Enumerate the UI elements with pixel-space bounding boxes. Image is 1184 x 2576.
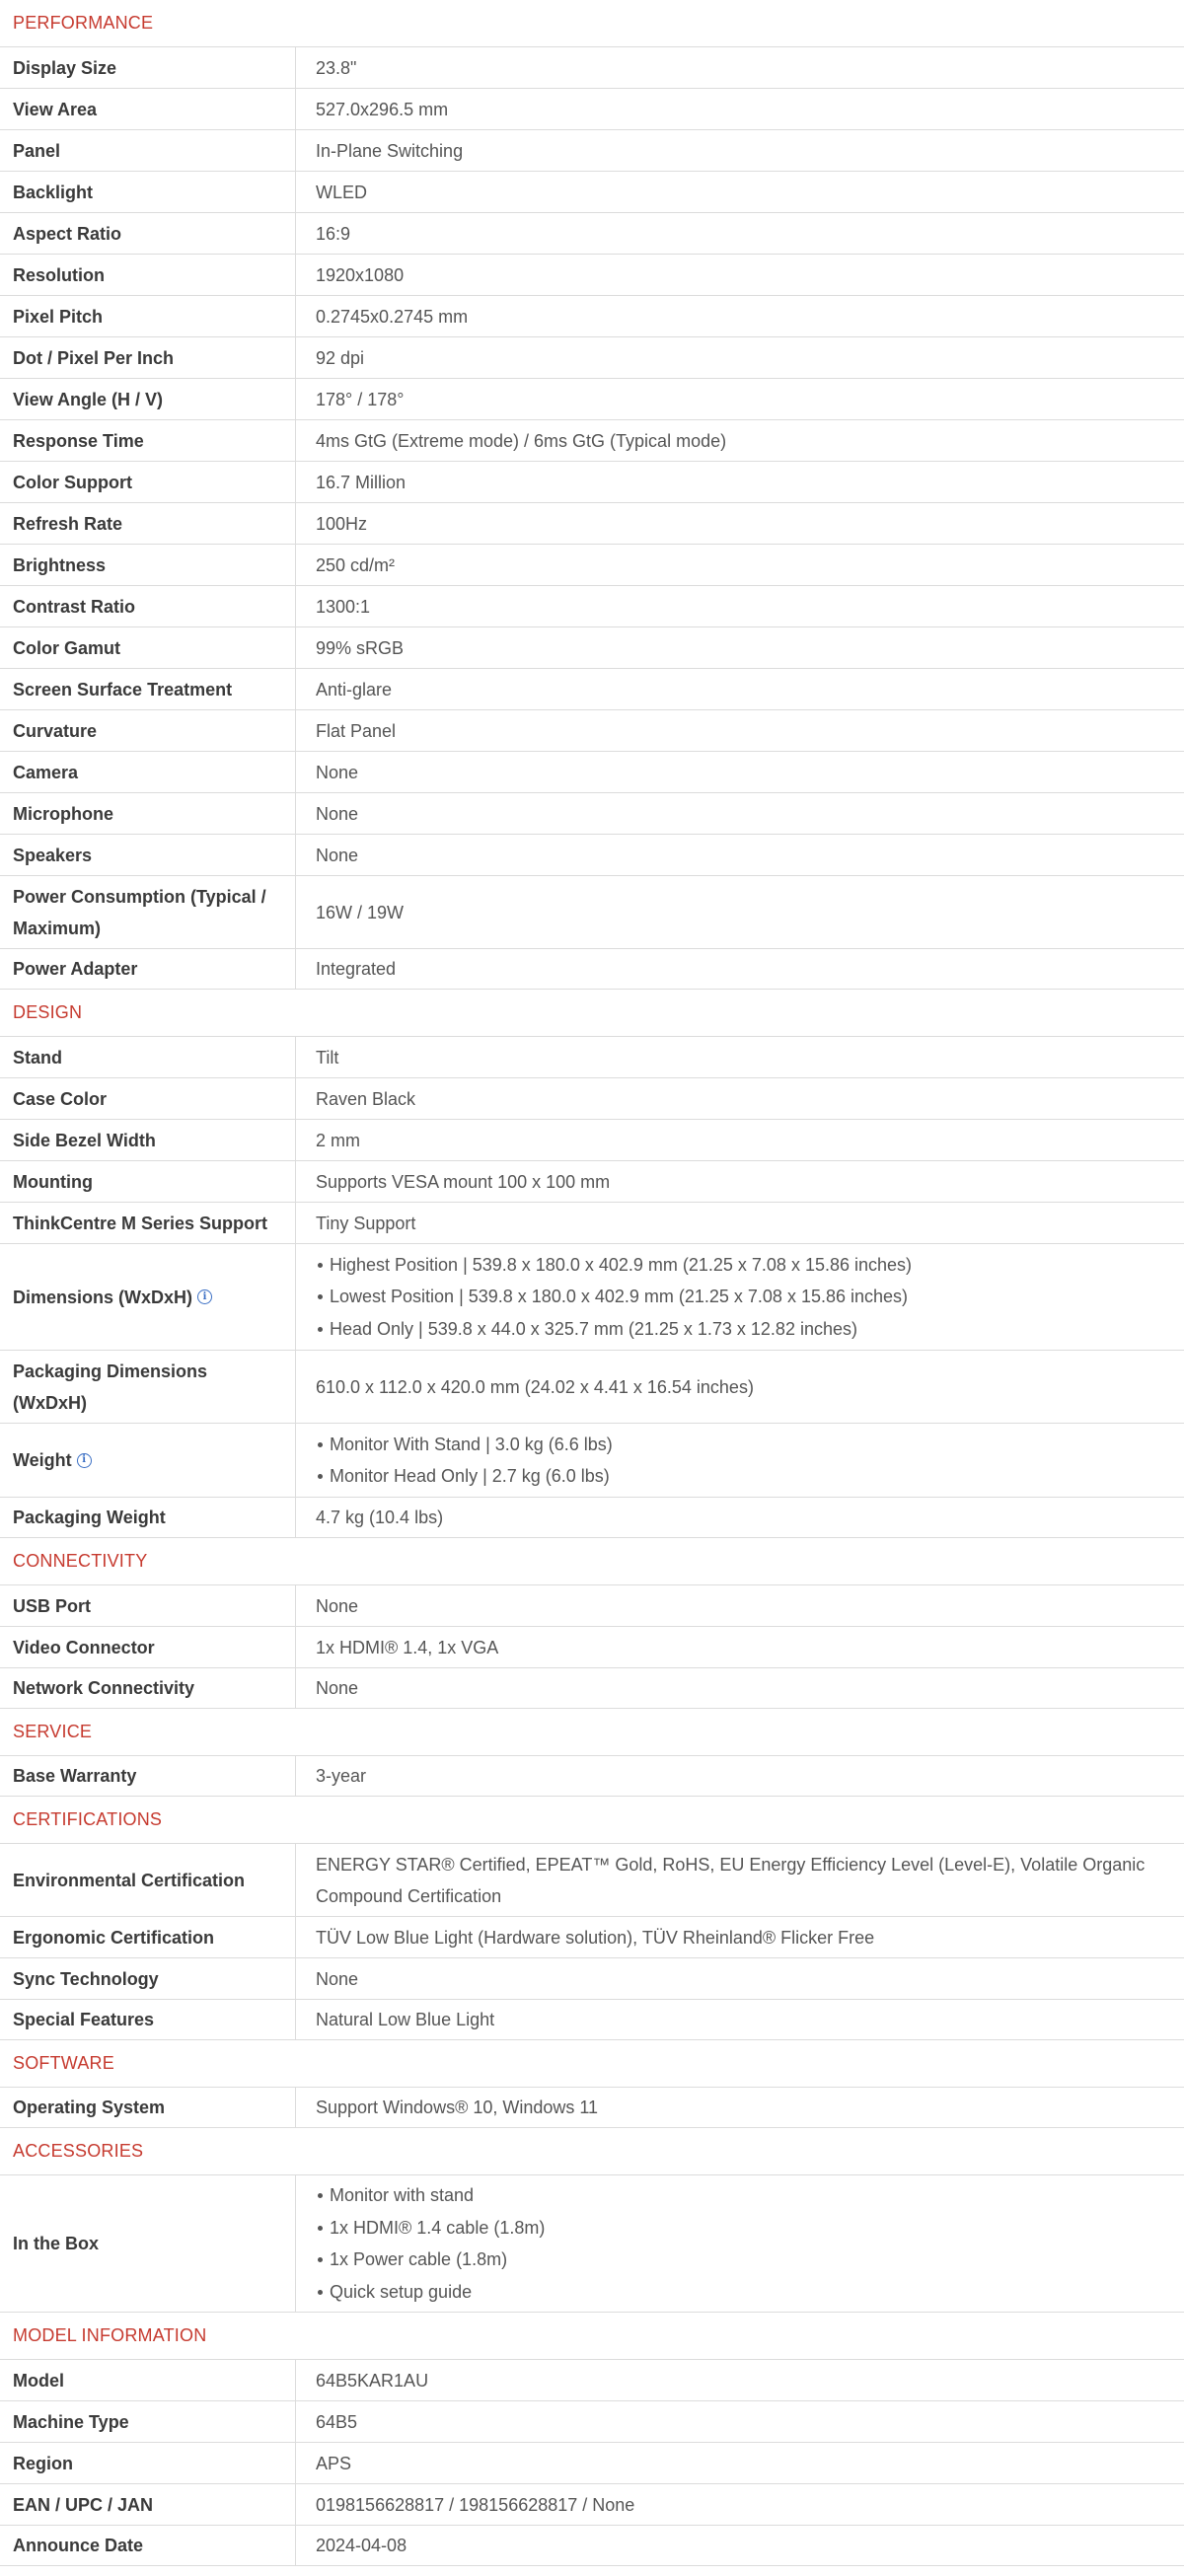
- list-item: 1x HDMI® 1.4 cable (1.8m): [330, 2212, 545, 2245]
- spec-row-packaging-dimensions-wxdxh: [0, 1350, 1184, 1423]
- spec-label: [0, 2401, 296, 2442]
- spec-label-text: Operating System: [13, 2098, 166, 2117]
- list-item: Monitor with stand: [330, 2179, 545, 2212]
- section-title-service: SERVICE: [13, 1722, 93, 1741]
- spec-label: [0, 1120, 296, 1160]
- spec-label: [0, 89, 296, 129]
- spec-value: [296, 255, 1184, 295]
- spec-value: [296, 949, 1184, 989]
- spec-label-text: Pixel Pitch: [13, 306, 104, 327]
- spec-value-text: Anti-glare: [316, 679, 393, 699]
- spec-value-text: 2024-04-08: [316, 2536, 407, 2555]
- spec-label-text: Dimensions (WxDxH): [13, 1287, 193, 1307]
- section-title-connectivity: CONNECTIVITY: [13, 1551, 148, 1571]
- spec-value: [296, 2175, 1184, 2312]
- spec-value: [296, 1958, 1184, 1999]
- spec-value: [296, 1844, 1184, 1916]
- spec-label: [0, 255, 296, 295]
- spec-label-text: View Angle (H / V): [13, 389, 164, 409]
- spec-value: [296, 793, 1184, 834]
- spec-value-text: In-Plane Switching: [316, 140, 464, 161]
- spec-label: [0, 47, 296, 88]
- spec-label: [0, 2000, 296, 2039]
- spec-label: [0, 2360, 296, 2400]
- spec-row-contrast-ratio: [0, 585, 1184, 626]
- spec-value: [296, 1498, 1184, 1537]
- spec-row-response-time: [0, 419, 1184, 461]
- spec-value: [296, 503, 1184, 544]
- spec-label-text: Machine Type: [13, 2411, 129, 2432]
- spec-row-color-gamut: [0, 626, 1184, 668]
- spec-row-color-support: [0, 461, 1184, 502]
- spec-value: [296, 420, 1184, 461]
- spec-label: [0, 503, 296, 544]
- spec-value: [296, 130, 1184, 171]
- spec-label: [0, 130, 296, 171]
- spec-value: [296, 462, 1184, 502]
- spec-label: [0, 1668, 296, 1708]
- section-title-accessories: ACCESSORIES: [13, 2141, 144, 2161]
- spec-value: [296, 2443, 1184, 2483]
- spec-label-text: Side Bezel Width: [13, 1130, 156, 1150]
- spec-value-text: 527.0x296.5 mm: [316, 99, 449, 119]
- spec-label-text: Special Features: [13, 2010, 155, 2029]
- spec-label: [0, 2443, 296, 2483]
- spec-row-announce-date: [0, 2525, 1184, 2566]
- spec-row-case-color: [0, 1077, 1184, 1119]
- spec-row-brightness: [0, 544, 1184, 585]
- spec-label: [0, 1917, 296, 1957]
- spec-label: [0, 1958, 296, 1999]
- spec-value: [296, 2088, 1184, 2127]
- spec-label: [0, 1844, 296, 1916]
- spec-row-view-angle-h-v: [0, 378, 1184, 419]
- spec-label-text: View Area: [13, 99, 98, 119]
- spec-row-curvature: [0, 709, 1184, 751]
- spec-label: [0, 1585, 296, 1626]
- spec-label: [0, 1351, 296, 1423]
- spec-label: [0, 627, 296, 668]
- spec-value-text: Raven Black: [316, 1088, 416, 1109]
- spec-row-power-consumption-typical-maximum: [0, 875, 1184, 948]
- spec-label-with-info: [13, 1444, 92, 1476]
- spec-label: [0, 2526, 296, 2565]
- spec-label: [0, 876, 296, 948]
- spec-row-side-bezel-width: [0, 1119, 1184, 1160]
- spec-value-text: Tiny Support: [316, 1213, 416, 1233]
- spec-label-text: Stand: [13, 1047, 63, 1067]
- spec-label-text: Response Time: [13, 430, 144, 451]
- spec-label: [0, 835, 296, 875]
- spec-value-text: None: [316, 762, 359, 782]
- spec-label-text: Screen Surface Treatment: [13, 679, 233, 699]
- section-title-software: SOFTWARE: [13, 2053, 114, 2073]
- spec-value-text: Integrated: [316, 959, 397, 979]
- spec-label-text: Microphone: [13, 803, 113, 824]
- spec-row-resolution: [0, 254, 1184, 295]
- spec-value-text: 3-year: [316, 1766, 367, 1786]
- spec-label: [0, 1203, 296, 1243]
- spec-value-text: 1920x1080: [316, 264, 405, 285]
- spec-value: [296, 2484, 1184, 2525]
- list-item: Head Only | 539.8 x 44.0 x 325.7 mm (21.25 x 1.73 x 12.82 inches): [330, 1313, 912, 1346]
- section-title-performance: PERFORMANCE: [13, 13, 154, 33]
- spec-row-display-size: [0, 46, 1184, 88]
- spec-label-text: EAN / UPC / JAN: [13, 2494, 154, 2515]
- spec-value: [296, 1120, 1184, 1160]
- spec-value-text: 250 cd/m²: [316, 554, 396, 575]
- spec-label-text: Aspect Ratio: [13, 223, 122, 244]
- spec-row-usb-port: [0, 1584, 1184, 1626]
- spec-value: [296, 172, 1184, 212]
- spec-label-text: Packaging Weight: [13, 1508, 166, 1527]
- spec-label: [0, 586, 296, 626]
- spec-value-text: 99% sRGB: [316, 637, 405, 658]
- spec-value: [296, 1585, 1184, 1626]
- spec-value: [296, 47, 1184, 88]
- spec-value: [296, 545, 1184, 585]
- spec-value: [296, 1917, 1184, 1957]
- spec-row-view-area: [0, 88, 1184, 129]
- info-icon[interactable]: i: [197, 1289, 212, 1304]
- spec-row-ergonomic-certification: [0, 1916, 1184, 1957]
- spec-label-text: Network Connectivity: [13, 1678, 195, 1698]
- spec-value: [296, 669, 1184, 709]
- spec-label: [0, 172, 296, 212]
- spec-value: [296, 627, 1184, 668]
- list-item: 1x Power cable (1.8m): [330, 2244, 545, 2276]
- spec-row-weight: [0, 1423, 1184, 1497]
- spec-row-base-warranty: [0, 1755, 1184, 1797]
- spec-value-text: Natural Low Blue Light: [316, 2010, 495, 2029]
- spec-value: [296, 1203, 1184, 1243]
- spec-label-with-info: [13, 1282, 212, 1313]
- spec-label-text: Sync Technology: [13, 1968, 159, 1989]
- spec-value: [296, 1424, 1184, 1497]
- spec-label-text: Power Consumption (Typical / Maximum): [13, 886, 266, 938]
- spec-value-text: 4ms GtG (Extreme mode) / 6ms GtG (Typical mode): [316, 430, 727, 451]
- spec-value: [296, 876, 1184, 948]
- spec-label: [0, 1756, 296, 1796]
- info-icon[interactable]: i: [77, 1453, 92, 1468]
- spec-row-operating-system: [0, 2087, 1184, 2128]
- spec-value-text: 178° / 178°: [316, 389, 405, 409]
- spec-row-network-connectivity: [0, 1667, 1184, 1709]
- spec-row-backlight: [0, 171, 1184, 212]
- spec-value-text: 0.2745x0.2745 mm: [316, 306, 469, 327]
- spec-value: [296, 213, 1184, 254]
- spec-row-stand: [0, 1036, 1184, 1077]
- spec-label: [0, 752, 296, 792]
- spec-value-text: 610.0 x 112.0 x 420.0 mm (24.02 x 4.41 x 16.54 inches): [316, 1376, 754, 1397]
- spec-row-panel: [0, 129, 1184, 171]
- spec-label-text: Model: [13, 2370, 64, 2391]
- spec-label: [0, 1244, 296, 1350]
- spec-value-text: None: [316, 1678, 359, 1698]
- spec-label-text: Mounting: [13, 1171, 93, 1192]
- spec-row-mounting: [0, 1160, 1184, 1202]
- spec-label: [0, 379, 296, 419]
- spec-value: [296, 379, 1184, 419]
- spec-label: [0, 2484, 296, 2525]
- spec-value: [296, 1078, 1184, 1119]
- spec-row-power-adapter: [0, 948, 1184, 990]
- spec-label-text: Curvature: [13, 720, 98, 741]
- spec-value-text: 64B5: [316, 2411, 358, 2432]
- spec-value-text: Tilt: [316, 1047, 339, 1067]
- spec-value-text: TÜV Low Blue Light (Hardware solution), TÜV Rheinland® Flicker Free: [316, 1927, 875, 1948]
- spec-value-text: 0198156628817 / 198156628817 / None: [316, 2494, 635, 2515]
- spec-value: [296, 1627, 1184, 1667]
- list-item: Monitor Head Only | 2.7 kg (6.0 lbs): [330, 1460, 613, 1493]
- spec-row-packaging-weight: [0, 1497, 1184, 1538]
- spec-label-text: USB Port: [13, 1595, 92, 1616]
- spec-label-text: Video Connector: [13, 1637, 155, 1657]
- spec-row-video-connector: [0, 1626, 1184, 1667]
- spec-value-text: 92 dpi: [316, 347, 365, 368]
- spec-row-model: [0, 2359, 1184, 2400]
- spec-label-text: Packaging Dimensions (WxDxH): [13, 1361, 208, 1413]
- spec-label-text: Refresh Rate: [13, 513, 123, 534]
- spec-value-text: None: [316, 803, 359, 824]
- spec-row-environmental-certification: [0, 1843, 1184, 1916]
- spec-label: [0, 1161, 296, 1202]
- spec-label-text: Brightness: [13, 554, 107, 575]
- spec-value: [296, 1037, 1184, 1077]
- spec-row-in-the-box: [0, 2174, 1184, 2313]
- spec-label: [0, 296, 296, 336]
- spec-value: [296, 337, 1184, 378]
- spec-label: [0, 1037, 296, 1077]
- spec-row-pixel-pitch: [0, 295, 1184, 336]
- spec-label: [0, 949, 296, 989]
- spec-row-special-features: [0, 1999, 1184, 2040]
- spec-value: [296, 1756, 1184, 1796]
- spec-label: [0, 1078, 296, 1119]
- spec-row-ean-upc-jan: [0, 2483, 1184, 2525]
- spec-value-list: [316, 1249, 912, 1346]
- section-title-design: DESIGN: [13, 1002, 83, 1022]
- spec-label-text: Backlight: [13, 182, 94, 202]
- spec-label: [0, 462, 296, 502]
- spec-label-text: Contrast Ratio: [13, 596, 136, 617]
- spec-label-text: Region: [13, 2453, 73, 2473]
- spec-value-text: 4.7 kg (10.4 lbs): [316, 1508, 444, 1527]
- spec-label-text: Resolution: [13, 264, 105, 285]
- spec-value-text: 1x HDMI® 1.4, 1x VGA: [316, 1637, 499, 1657]
- spec-value-text: APS: [316, 2453, 352, 2473]
- spec-value-text: 16.7 Million: [316, 472, 407, 492]
- spec-label-text: Weight: [13, 1450, 72, 1470]
- spec-label-text: Speakers: [13, 845, 93, 865]
- spec-value-text: 64B5KAR1AU: [316, 2370, 429, 2391]
- spec-value-text: ENERGY STAR® Certified, EPEAT™ Gold, RoHS, EU Energy Efficiency Level (Level-E), Volatile Organic Compound Certification: [316, 1854, 1146, 1906]
- spec-label-text: Color Support: [13, 472, 132, 492]
- spec-label: [0, 545, 296, 585]
- spec-label: [0, 793, 296, 834]
- spec-value-text: 1300:1: [316, 596, 371, 617]
- spec-label: [0, 1424, 296, 1497]
- spec-label: [0, 1498, 296, 1537]
- spec-row-machine-type: [0, 2400, 1184, 2442]
- spec-label: [0, 1627, 296, 1667]
- spec-row-dimensions-wxdxh: [0, 1243, 1184, 1350]
- spec-label: [0, 2175, 296, 2312]
- list-item: Lowest Position | 539.8 x 180.0 x 402.9 mm (21.25 x 7.08 x 15.86 inches): [330, 1281, 912, 1313]
- spec-row-aspect-ratio: [0, 212, 1184, 254]
- spec-label-text: In the Box: [13, 2234, 100, 2253]
- list-item: Monitor With Stand | 3.0 kg (6.6 lbs): [330, 1429, 613, 1461]
- spec-value: [296, 1351, 1184, 1423]
- list-item: Highest Position | 539.8 x 180.0 x 402.9 mm (21.25 x 7.08 x 15.86 inches): [330, 1249, 912, 1282]
- spec-row-sync-technology: [0, 1957, 1184, 1999]
- spec-row-camera: [0, 751, 1184, 792]
- spec-value-text: WLED: [316, 182, 368, 202]
- spec-value: [296, 710, 1184, 751]
- spec-value: [296, 296, 1184, 336]
- spec-value-text: 2 mm: [316, 1130, 360, 1150]
- spec-label-text: Environmental Certification: [13, 1870, 246, 1890]
- spec-value-text: 23.8": [316, 57, 357, 78]
- spec-label-text: Color Gamut: [13, 637, 121, 658]
- spec-label-text: Dot / Pixel Per Inch: [13, 347, 175, 368]
- spec-value: [296, 2360, 1184, 2400]
- spec-label-text: Base Warranty: [13, 1766, 137, 1786]
- spec-value-text: None: [316, 1595, 359, 1616]
- spec-label-text: Panel: [13, 140, 61, 161]
- spec-value: [296, 2526, 1184, 2565]
- spec-value: [296, 835, 1184, 875]
- spec-value-text: None: [316, 845, 359, 865]
- section-title-model-information: MODEL INFORMATION: [13, 2325, 207, 2345]
- spec-label: [0, 2088, 296, 2127]
- spec-label: [0, 710, 296, 751]
- spec-value: [296, 89, 1184, 129]
- spec-value: [296, 1161, 1184, 1202]
- spec-row-region: [0, 2442, 1184, 2483]
- spec-label: [0, 337, 296, 378]
- spec-label-text: Announce Date: [13, 2536, 144, 2555]
- spec-label-text: Power Adapter: [13, 959, 138, 979]
- spec-row-screen-surface-treatment: [0, 668, 1184, 709]
- spec-value: [296, 2401, 1184, 2442]
- spec-value-list: [316, 1429, 613, 1493]
- spec-value-text: 16W / 19W: [316, 902, 405, 922]
- spec-label-text: ThinkCentre M Series Support: [13, 1213, 268, 1233]
- spec-label: [0, 420, 296, 461]
- spec-label-text: Case Color: [13, 1088, 108, 1109]
- spec-row-thinkcentre-m-series-support: [0, 1202, 1184, 1243]
- section-title-certifications: CERTIFICATIONS: [13, 1809, 163, 1829]
- spec-value-text: None: [316, 1968, 359, 1989]
- spec-value: [296, 752, 1184, 792]
- spec-value: [296, 1244, 1184, 1350]
- list-item: Quick setup guide: [330, 2276, 545, 2309]
- spec-label-text: Ergonomic Certification: [13, 1927, 215, 1948]
- spec-row-dot-pixel-per-inch: [0, 336, 1184, 378]
- spec-value: [296, 2000, 1184, 2039]
- spec-label: [0, 669, 296, 709]
- spec-value-text: Support Windows® 10, Windows 11: [316, 2098, 599, 2117]
- spec-value: [296, 586, 1184, 626]
- spec-value-text: 100Hz: [316, 513, 368, 534]
- spec-value-text: 16:9: [316, 223, 351, 244]
- spec-label-text: Camera: [13, 762, 79, 782]
- spec-label-text: Display Size: [13, 57, 117, 78]
- spec-row-microphone: [0, 792, 1184, 834]
- spec-row-speakers: [0, 834, 1184, 875]
- spec-value-text: Supports VESA mount 100 x 100 mm: [316, 1171, 611, 1192]
- spec-value: [296, 1668, 1184, 1708]
- spec-value-list: [316, 2179, 545, 2308]
- spec-label: [0, 213, 296, 254]
- spec-value-text: Flat Panel: [316, 720, 397, 741]
- spec-row-refresh-rate: [0, 502, 1184, 544]
